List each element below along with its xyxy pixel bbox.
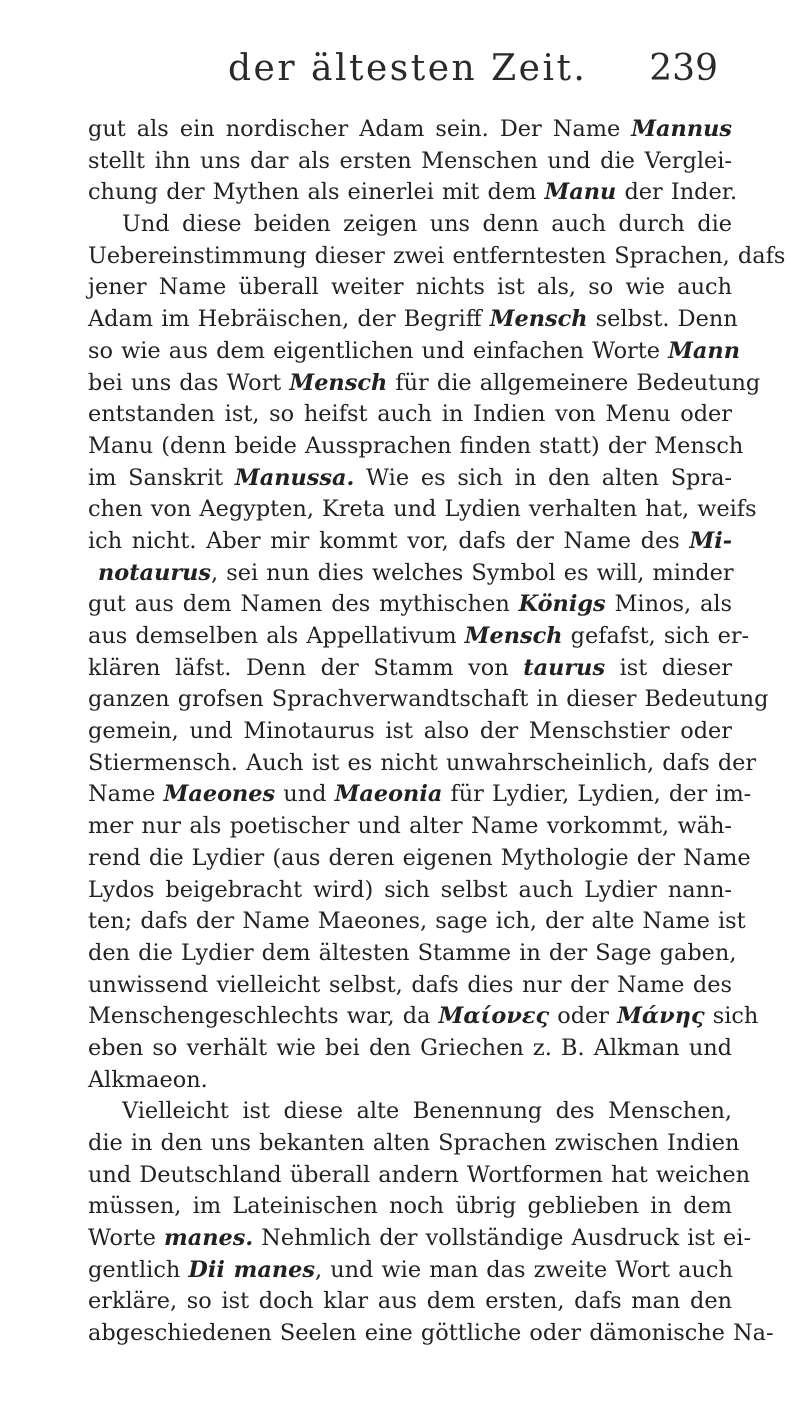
text-line: stellt ihn uns dar als ersten Menschen und die Verglei- [88,147,732,174]
italic-term: Mensch [289,369,388,396]
text-line: unwissend vielleicht selbst, dafs dies nur der Name des [88,971,732,998]
italic-term: Μαίονες [438,1003,550,1030]
italic-term: Mensch [464,623,563,649]
text-line: gemein, und Minotaurus ist also der Menschstier oder [88,718,732,745]
text-line: rend die Lydier (aus deren eigenen Mythologie der Name [88,844,751,871]
italic-term: Mi- [689,527,732,554]
italic-term: Manu [544,179,617,206]
text-line: Worte manes. Nehmlich der vollständige Ausdruck ist ei- [88,1225,752,1252]
text-line: jener Name überall weiter nichts ist als, so wie auch [88,274,732,301]
text-line: so wie aus dem eigentlichen und einfachen Worte Mann [88,337,740,364]
text-line: entstanden ist, so heifst auch in Indien von Menu oder [88,401,732,428]
text-line: abgeschiedenen Seelen eine göttliche oder dämonische Na- [88,1320,774,1347]
text-line: müssen, im Lateinischen noch übrig geblieben in dem [88,1193,732,1220]
text-line: mer nur als poetischer und alter Name vorkommt, wäh- [88,813,732,840]
text-line: chen von Aegypten, Kreta und Lydien verhalten hat, weifs [88,496,757,523]
text-line: gut als ein nordischer Adam sein. Der Name Mannus [88,116,732,142]
italic-term: taurus [523,654,606,681]
text-line: eben so verhält wie bei den Griechen z. B. Alkman und [88,1034,732,1061]
text-line: Alkmaeon. [88,1066,208,1093]
page-header [228,48,718,94]
italic-term: Μάνης [617,1003,705,1030]
running-title: der ältesten Zeit. [228,48,588,89]
italic-term: Maeones [163,781,276,808]
text-line: Manu (denn beide Aussprachen finden statt) der Mensch [88,432,744,459]
text-line: chung der Mythen als einerlei mit dem Manu der Inder. [88,179,738,206]
text-line: aus demselben als Appellativum Mensch gefafst, sich er- [88,623,750,649]
text-line: Adam im Hebräischen, der Begriff Mensch selbst. Denn [88,306,738,333]
text-line: die in den uns bekanten alten Sprachen zwischen Indien [88,1130,740,1156]
italic-term: Maeonia [334,781,443,808]
italic-term: notaurus [98,559,212,586]
text-line: und Deutschland überall andern Wortformen hat weichen [88,1161,751,1188]
text-line: klären läfst. Denn der Stamm von taurus ist dieser [88,654,732,681]
text-line: Lydos beigebracht wird) sich selbst auch Lydier nann- [88,876,732,903]
text-line: ich nicht. Aber mir kommt vor, dafs der Name des Mi- [88,527,732,554]
text-line: gut aus dem Namen des mythischen Königs Minos, als [88,591,732,618]
text-line: notaurus, sei nun dies welches Symbol es will, minder [98,559,734,586]
text-line: ten; dafs der Name Maeones, sage ich, der alte Name ist [88,908,746,935]
text-line: gentlich Dii manes, und wie man das zweite Wort auch [88,1256,733,1283]
text-line: Name Maeones und Maeonia für Lydier, Lydien, der im- [88,781,752,808]
text-line: bei uns das Wort Mensch für die allgemeinere Bedeutung [88,369,761,396]
italic-term: Mannus [631,116,732,142]
text-line: Vielleicht ist diese alte Benennung des Menschen, [122,1098,732,1125]
italic-term: Manussa. [234,464,355,491]
text-line: den die Lydier dem ältesten Stamme in der Sage gaben, [88,939,737,966]
text-line: Menschengeschlechts war, da Μαίονες oder Μάνης sich [88,1003,759,1030]
italic-term: Dii manes [188,1256,315,1283]
text-line: Und diese beiden zeigen uns denn auch durch die [122,211,732,238]
italic-term: Mensch [489,306,588,333]
text-line: ganzen grofsen Sprachverwandtschaft in dieser Bedeutung [88,686,769,713]
body-text [88,114,786,1350]
text-line: Stiermensch. Auch ist es nicht unwahrscheinlich, dafs der [88,749,757,776]
text-line: im Sanskrit Manussa. Wie es sich in den alten Spra- [88,464,732,491]
italic-term: manes. [164,1225,254,1252]
italic-term: Königs [518,591,606,618]
italic-term: Mann [668,337,740,364]
page-number: 239 [649,48,718,89]
text-line: Uebereinstimmung dieser zwei entferntesten Sprachen, dafs [88,242,786,269]
text-line: erkläre, so ist doch klar aus dem ersten, dafs man den [88,1288,732,1315]
